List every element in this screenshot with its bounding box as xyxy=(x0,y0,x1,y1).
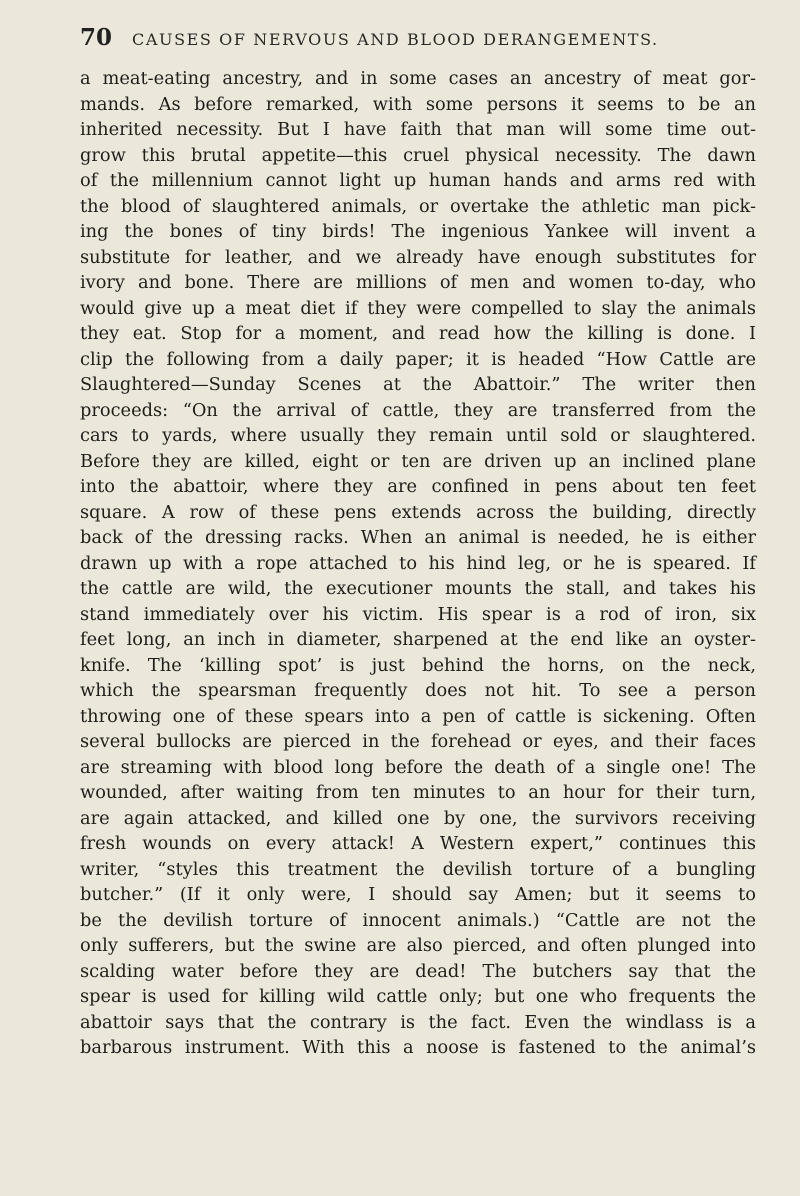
text-line: knife. The ‘killing spot’ is just behind the horns, on the neck, xyxy=(80,654,756,676)
text-line: butcher.” (If it only were, I should say Amen; but it seems to xyxy=(80,884,756,905)
text-line: grow this brutal appetite—this cruel physical necessity. The dawn xyxy=(80,144,756,166)
text-line: the cattle are wild, the executioner mounts the stall, and takes his xyxy=(80,578,756,599)
running-head xyxy=(80,24,760,60)
text-line: the blood of slaughtered animals, or overtake the athletic man pick- xyxy=(80,195,756,217)
text-line: proceeds: “On the arrival of cattle, they are transferred from the xyxy=(80,399,756,421)
text-line: which the spearsman frequently does not hit. To see a person xyxy=(80,680,756,701)
text-line: drawn up with a rope attached to his hind leg, or he is speared. If xyxy=(80,552,756,574)
text-line: inherited necessity. But I have faith that man will some time out- xyxy=(80,119,756,140)
page-number: 70 xyxy=(80,24,113,51)
text-line: writer, “styles this treatment the devilish torture of a bungling xyxy=(80,858,756,880)
text-line: are again attacked, and killed one by one, the survivors receiving xyxy=(80,807,756,829)
text-line: clip the following from a daily paper; it is headed “How Cattle are xyxy=(80,348,756,370)
text-line: feet long, an inch in diameter, sharpened at the end like an oyster- xyxy=(80,629,756,650)
text-line: only sufferers, but the swine are also pierced, and often plunged into xyxy=(80,935,756,956)
text-line: of the millennium cannot light up human hands and arms red with xyxy=(80,170,756,191)
text-line: would give up a meat diet if they were compelled to slay the animals xyxy=(80,297,756,319)
text-line: wounded, after waiting from ten minutes to an hour for their turn, xyxy=(80,782,756,803)
text-line: ing the bones of tiny birds! The ingenious Yankee will invent a xyxy=(80,221,756,242)
text-line: be the devilish torture of innocent animals.) “Cattle are not the xyxy=(80,909,756,931)
text-line: back of the dressing racks. When an animal is needed, he is either xyxy=(80,527,756,548)
text-line: barbarous instrument. With this a noose is fastened to the animal’s xyxy=(80,1037,756,1058)
text-line: mands. As before remarked, with some persons it seems to be an xyxy=(80,93,756,115)
text-line: are streaming with blood long before the death of a single one! The xyxy=(80,756,756,778)
text-line: Slaughtered—Sunday Scenes at the Abattoir.” The writer then xyxy=(80,374,756,395)
text-line: throwing one of these spears into a pen of cattle is sickening. Often xyxy=(80,705,756,727)
text-line: substitute for leather, and we already have enough substitutes for xyxy=(80,246,756,268)
text-line: stand immediately over his victim. His spear is a rod of iron, six xyxy=(80,603,756,625)
text-line: ivory and bone. There are millions of men and women to-day, who xyxy=(80,272,756,293)
text-line: several bullocks are pierced in the forehead or eyes, and their faces xyxy=(80,731,756,752)
text-line: they eat. Stop for a moment, and read how the killing is done. I xyxy=(80,323,756,344)
text-line: abattoir says that the contrary is the fact. Even the windlass is a xyxy=(80,1011,756,1033)
running-title: CAUSES OF NERVOUS AND BLOOD DERANGEMENTS. xyxy=(132,30,659,49)
text-line: cars to yards, where usually they remain until sold or slaughtered. xyxy=(80,425,756,446)
text-line: spear is used for killing wild cattle only; but one who frequents the xyxy=(80,986,756,1007)
text-line: fresh wounds on every attack! A Western expert,” continues this xyxy=(80,833,756,854)
body-text xyxy=(80,66,756,1061)
text-line: Before they are killed, eight or ten are driven up an inclined plane xyxy=(80,450,756,472)
text-line: square. A row of these pens extends across the building, directly xyxy=(80,501,756,523)
text-line: into the abattoir, where they are confined in pens about ten feet xyxy=(80,476,756,497)
text-line: a meat-eating ancestry, and in some cases an ancestry of meat gor- xyxy=(80,68,756,89)
text-line: scalding water before they are dead! The butchers say that the xyxy=(80,960,756,982)
